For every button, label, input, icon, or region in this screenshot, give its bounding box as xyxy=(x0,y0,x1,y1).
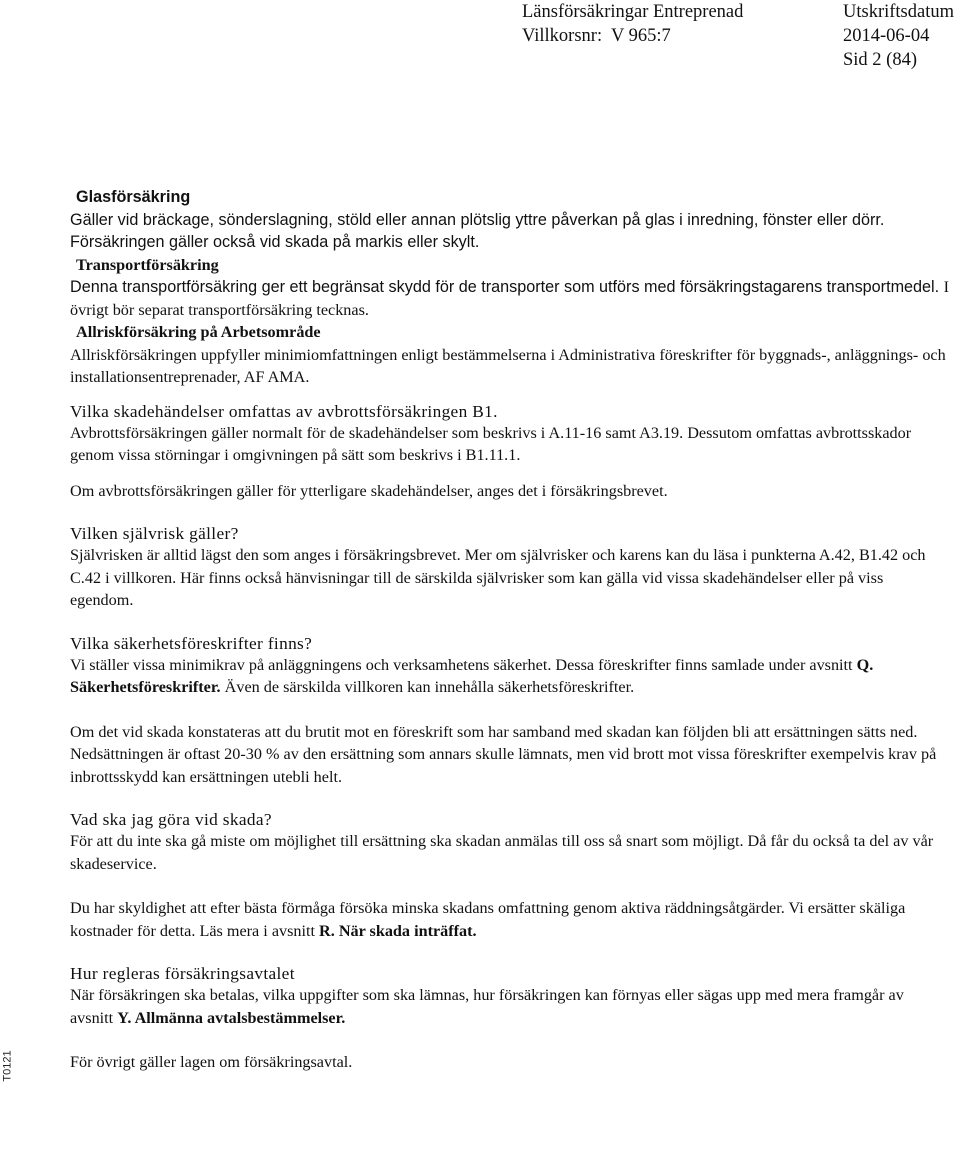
text-avtal-1 xyxy=(70,984,950,1029)
document-body xyxy=(70,186,950,1074)
text-sakerhet-1-a: Vi ställer vissa minimikrav på anläggningens och verksamhetens säkerhet. Dessa föreskrifter finns samlade under avsnitt xyxy=(70,655,857,674)
text-skadehandelser-2: Om avbrottsförsäkringen gäller för ytterligare skadehändelser, anges det i försäkringsbrevet. xyxy=(70,481,668,500)
text-allrisk: Allriskförsäkringen uppfyller minimiomfattningen enligt bestämmelserna i Administrativa föreskrifter för byggnads-, anläggnings- och installationsentreprenader, AF AMA. xyxy=(70,345,946,386)
text-avtal-1-a: När försäkringen ska betalas, vilka uppgifter som ska lämnas, hur försäkringen kan förnyas eller sägas upp med mera framgår av avsnitt xyxy=(70,986,904,1027)
text-skada-2 xyxy=(70,897,950,942)
text-transportforsakring xyxy=(70,276,950,321)
text-transport-2: I övrigt bör separat transportförsäkring tecknas. xyxy=(70,278,950,319)
heading-glasforsakring: Glasförsäkring xyxy=(76,188,191,206)
heading-avtal: Hur regleras försäkringsavtalet xyxy=(70,964,295,983)
heading-allrisk: Allriskförsäkring på Arbetsområde xyxy=(76,323,321,341)
header-right xyxy=(843,0,954,72)
heading-sakerhet: Vilka säkerhetsföreskrifter finns? xyxy=(70,633,313,653)
heading-skada: Vad ska jag göra vid skada? xyxy=(70,810,272,829)
text-sjalvrisk: Självrisken är alltid lägst den som anges i försäkringsbrevet. Mer om självrisker och karens kan du läsa i punkterna A.42, B1.42 och C.42 i villkoren. Här finns också hänvisningar till de särskilda självrisker som kan gälla vid vissa skadehändelser eller på viss egendom. xyxy=(70,546,926,609)
ref-sakerhetsforeskrifter: Q. Säkerhetsföreskrifter. xyxy=(70,655,874,696)
heading-sjalvrisk: Vilken självrisk gäller? xyxy=(70,524,239,543)
side-code: T0121 xyxy=(1,1050,14,1082)
heading-transportforsakring: Transportförsäkring xyxy=(76,255,219,274)
text-sakerhet-2: Om det vid skada konstateras att du brutit mot en föreskrift som har samband med skadan kan följden bli att ersättningen sätts ned. Nedsättningen är oftast 20-30 % av den ersättning som annars skulle lämnats, men vid brott mot vissa föreskrifter exempelvis krav på inbrottsskydd kan ersättningen utebli helt. xyxy=(70,722,937,786)
heading-skadehandelser: Vilka skadehändelser omfattas av avbrottsförsäkringen B1. xyxy=(70,401,498,421)
ref-allmanna-avtalsbestammelser: Y. Allmänna avtalsbestämmelser. xyxy=(117,1008,346,1027)
text-skada-1: För att du inte ska gå miste om möjlighet till ersättning ska skadan anmälas till oss så snart som möjligt. Då får du också ta del av vår skadeservice. xyxy=(70,832,934,873)
print-date: 2014-06-04 xyxy=(843,26,930,46)
text-skadehandelser-1: Avbrottsförsäkringen gäller normalt för de skadehändelser som beskrivs i A.11-16 samt A3.19. Dessutom omfattas avbrottsskador genom vissa störningar i omgivningen på sätt som beskrivs i B1.11.1. xyxy=(70,423,912,464)
print-date-label: Utskriftsdatum xyxy=(843,2,954,22)
company-name: Länsförsäkringar Entreprenad xyxy=(522,2,744,22)
text-transport-1: Denna transportförsäkring ger ett begränsat skydd för de transporter som utförs med försäkringstagarens transportmedel. xyxy=(70,278,940,296)
terms-number: Villkorsnr: V 965:7 xyxy=(522,26,671,46)
text-sakerhet-1 xyxy=(70,654,950,699)
text-avtal-2: För övrigt gäller lagen om försäkringsavtal. xyxy=(70,1053,353,1071)
text-glasforsakring: Gäller vid bräckage, sönderslagning, stöld eller annan plötslig yttre påverkan på glas i inredning, fönster eller dörr. Försäkringen gäller också vid skada på markis eller skylt. xyxy=(70,210,885,251)
text-sakerhet-1-b: Även de särskilda villkoren kan innehålla säkerhetsföreskrifter. xyxy=(220,678,635,696)
text-skada-2-a: Du har skyldighet att efter bästa förmåga försöka minska skadans omfattning genom aktiva räddningsåtgärder. Vi ersätter skäliga kostnader för detta. Läs mera i avsnitt xyxy=(70,899,906,940)
page-number: Sid 2 (84) xyxy=(843,50,917,70)
header-left xyxy=(522,0,743,48)
ref-nar-skada-intraffat: R. När skada inträffat. xyxy=(319,921,477,940)
